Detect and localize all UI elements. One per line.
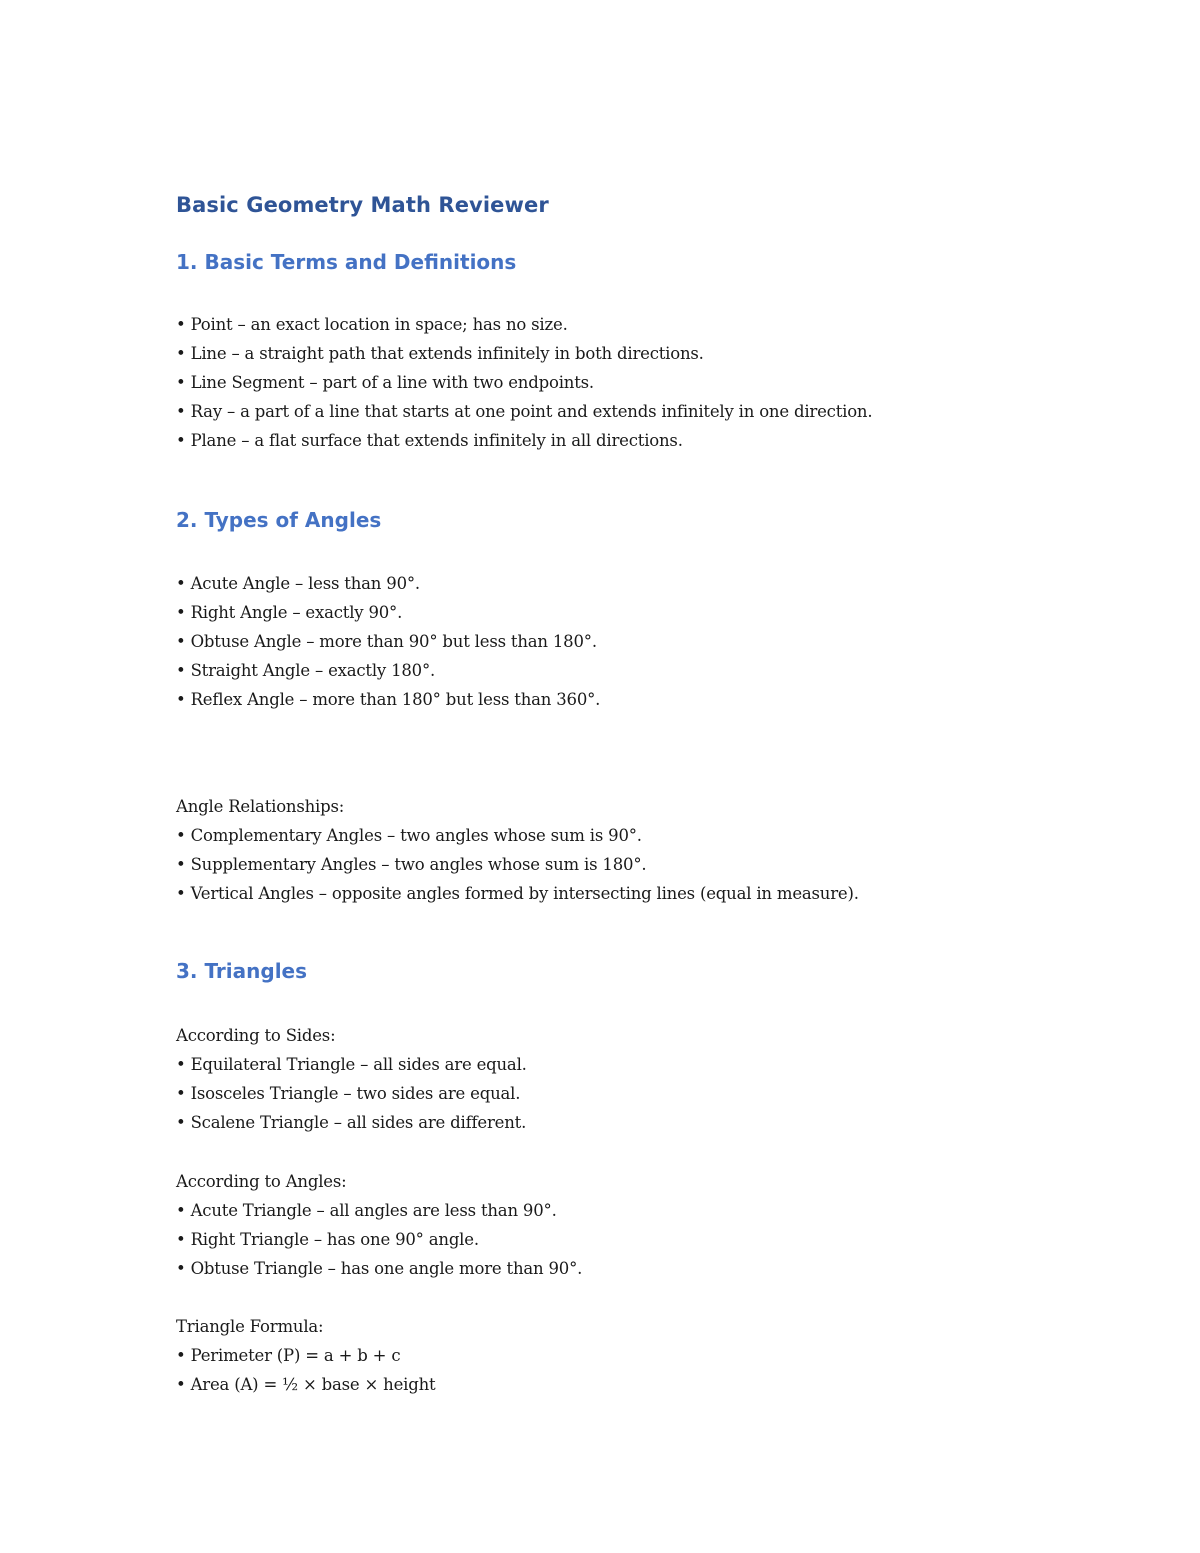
subsection-label: Triangle Formula: xyxy=(176,1317,324,1336)
angle-relationships-list xyxy=(176,792,859,908)
list-item: • Area (A) = ½ × base × height xyxy=(176,1375,436,1394)
list-item: • Line – a straight path that extends infinitely in both directions. xyxy=(176,344,704,363)
section-heading-basic-terms: 1. Basic Terms and Definitions xyxy=(176,250,517,274)
list-item: • Supplementary Angles – two angles whose sum is 180°. xyxy=(176,855,647,874)
basic-terms-list xyxy=(176,310,872,455)
list-item: • Equilateral Triangle – all sides are equal. xyxy=(176,1055,527,1074)
subsection-label: According to Sides: xyxy=(176,1026,336,1045)
list-item: • Perimeter (P) = a + b + c xyxy=(176,1346,401,1365)
list-item: • Point – an exact location in space; has no size. xyxy=(176,315,568,334)
document-title: Basic Geometry Math Reviewer xyxy=(176,193,549,217)
list-item: • Obtuse Angle – more than 90° but less than 180°. xyxy=(176,632,597,651)
subsection-label: Angle Relationships: xyxy=(176,797,345,816)
list-item: • Right Triangle – has one 90° angle. xyxy=(176,1230,479,1249)
list-item: • Reflex Angle – more than 180° but less than 360°. xyxy=(176,690,601,709)
list-item: • Acute Triangle – all angles are less than 90°. xyxy=(176,1201,557,1220)
list-item: • Complementary Angles – two angles whose sum is 90°. xyxy=(176,826,642,845)
list-item: • Right Angle – exactly 90°. xyxy=(176,603,403,622)
list-item: • Acute Angle – less than 90°. xyxy=(176,574,420,593)
triangles-by-angles-list xyxy=(176,1167,582,1283)
list-item: • Line Segment – part of a line with two endpoints. xyxy=(176,373,594,392)
list-item: • Scalene Triangle – all sides are different. xyxy=(176,1113,527,1132)
triangle-formula-list xyxy=(176,1312,435,1399)
section-heading-types-of-angles: 2. Types of Angles xyxy=(176,508,382,532)
list-item: • Isosceles Triangle – two sides are equal. xyxy=(176,1084,521,1103)
list-item: • Straight Angle – exactly 180°. xyxy=(176,661,436,680)
list-item: • Obtuse Triangle – has one angle more than 90°. xyxy=(176,1259,583,1278)
list-item: • Ray – a part of a line that starts at one point and extends infinitely in one direction. xyxy=(176,402,873,421)
triangles-by-sides-list xyxy=(176,1021,527,1137)
subsection-label: According to Angles: xyxy=(176,1172,347,1191)
section-heading-triangles: 3. Triangles xyxy=(176,959,308,983)
list-item: • Vertical Angles – opposite angles formed by intersecting lines (equal in measure). xyxy=(176,884,859,903)
list-item: • Plane – a flat surface that extends infinitely in all directions. xyxy=(176,431,683,450)
angle-types-list xyxy=(176,569,600,714)
